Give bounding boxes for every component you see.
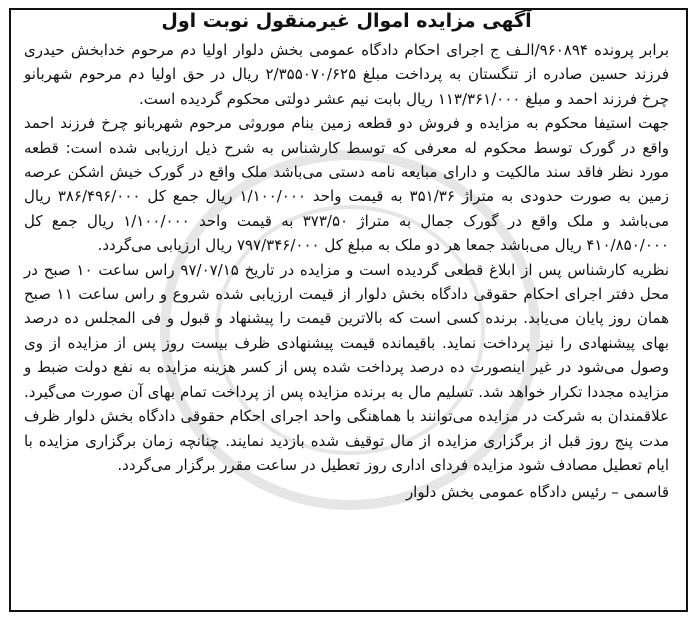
paragraph-property: جهت استیفا محکوم به مزایده و فروش دو قطعه زمین بنام موروثی مرحوم شهربانو چرخ فرزند احمد واقع در گورک توسط محکوم له معرفی که توسط کارشناس به شرح ذیل ارزیابی شده است: قطعه مورد نظر فاقد سند مالکیت و دارای مبایعه نامه دستی می‌باشد ملک واقع در گورک خیش اشکن عرصه زمین به صورت حدودی به متراژ ۳۵۱/۳۶ به قیمت واحد ۱/۱۰۰/۰۰۰ ریال جمع کل ۳۸۶/۴۹۶/۰۰۰ ریال می‌باشد و ملک واقع در گورک جمال به متراژ ۳۷۳/۵۰ به قیمت واحد ۱/۱۰۰/۰۰۰ ریال جمع کل ۴۱۰/۸۵۰/۰۰۰ ریال می‌باشد جمعا هر دو ملک به مبلغ کل ۷۹۷/۳۴۶/۰۰۰ ریال ارزیابی می‌گردد. (24, 114, 669, 255)
notice-content (24, 8, 669, 505)
signature-line: قاسمی – رئیس دادگاه عمومی بخش دلوار (405, 483, 669, 502)
paragraph-auction-terms: نظریه کارشناس پس از ابلاغ قطعی گردیده است و مزایده در تاریخ ۹۷/۰۷/۱۵ راس ساعت ۱۰ صبح در محل دفتر اجرای احکام حقوقی دادگاه بخش دلوار از قیمت ارزیابی شده شروع و راس ساعت ۱۱ صبح همان روز پایان می‌یابد. برنده کسی است که بالاترین قیمت را پیشنهاد و قبول و فی المجلس ده درصد بهای پیشنهادی را نیز پرداخت نماید. باقیمانده قیمت پیشنهادی ظرف بیست روز پس از مزایده از وی وصول می‌شود در غیر اینصورت ده درصد پرداخت شده پس از کسر هزینه مزایده به نفع دولت ضبط و مزایده مجددا تکرار خواهد شد. تسلیم مال به برنده مزایده پس از پرداخت تمام بهای آن صورت می‌گیرد. علاقمندان به شرکت در مزایده می‌توانند با هماهنگی واحد اجرای احکام حقوقی دادگاه بخش دلوار ظرف مدت پنج روز قبل از برگزاری مزایده از مال توقیف شده بازدید نمایند. چنانچه زمان برگزاری مزایده با ایام تعطیل مصادف شود مزایده فردای اداری روز تعطیل در ساعت مقرر برگزار می‌گردد. (24, 260, 670, 474)
notice-title: آگهی مزایده اموال غیرمنقول نوبت اول (161, 10, 532, 32)
paragraph-debt: برابر پرونده ۹۶۰۸۹۴/الـف ج اجرای احکام دادگاه عمومی بخش دلوار اولیا دم مرحوم خدابخش حیدری فرزند حسین صادره از تنگستان به پرداخت مبلغ ۲/۳۵۵۰۷۰/۶۲۵ ریال در حق اولیا دم مرحوم شهربانو چرخ فرزند احمد و مبلغ ۱۱۳/۳۶۱/۰۰۰ ریال بابت نیم عشر دولتی محکوم گردیده است. (24, 41, 669, 108)
